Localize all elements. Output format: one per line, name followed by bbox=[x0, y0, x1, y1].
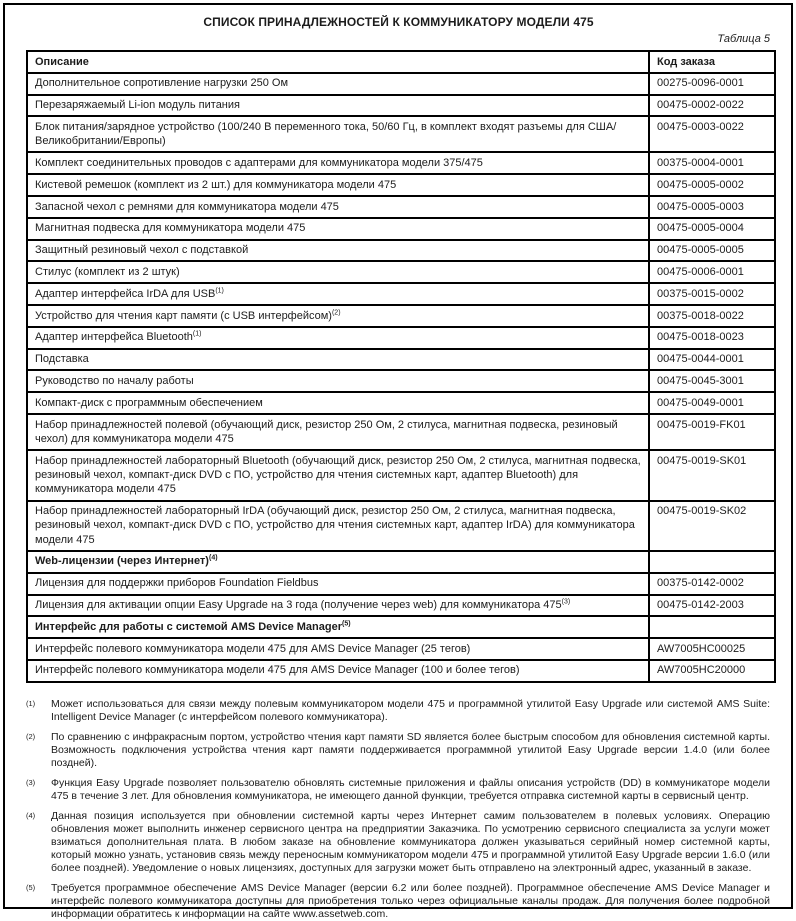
order-code-cell: 00475-0018-0023 bbox=[649, 327, 775, 349]
table-row bbox=[27, 196, 775, 218]
order-code-cell: 00375-0015-0002 bbox=[649, 283, 775, 305]
footnotes bbox=[26, 698, 770, 921]
description-cell: Адаптер интерфейса IrDA для USB$^{(1)}$ bbox=[27, 283, 649, 305]
order-code-cell: 00375-0004-0001 bbox=[649, 152, 775, 174]
table-row bbox=[27, 152, 775, 174]
order-code-cell: 00475-0005-0005 bbox=[649, 240, 775, 262]
order-code-cell: 00475-0044-0001 bbox=[649, 349, 775, 371]
description-cell: Запасной чехол с ремнями для коммуникатора модели 475 bbox=[27, 196, 649, 218]
description-cell: Защитный резиновый чехол с подставкой bbox=[27, 240, 649, 262]
order-code-cell: 00475-0005-0004 bbox=[649, 218, 775, 240]
section-header-row bbox=[27, 551, 775, 573]
order-code-cell bbox=[649, 551, 775, 573]
description-cell: Блок питания/зарядное устройство (100/240 В переменного тока, 50/60 Гц, в комплект входят разъемы для США/Великобритании/Европы) bbox=[27, 116, 649, 152]
table-row bbox=[27, 595, 775, 617]
footnote-reference: (5) bbox=[342, 620, 351, 627]
table-row bbox=[27, 240, 775, 262]
description-cell: Адаптер интерфейса Bluetooth$^{(1)}$ bbox=[27, 327, 649, 349]
section-header-row bbox=[27, 616, 775, 638]
order-code-cell: 00475-0006-0001 bbox=[649, 261, 775, 283]
description-cell: Набор принадлежностей лабораторный IrDA (обучающий диск, резистор 250 Ом, 2 стилуса, магнитная подвеска, резиновый чехол, компакт-диск DVD с ПО, устройство для чтения системных карт, адаптер IrDA) для коммуникатора модели 475 bbox=[27, 501, 649, 551]
description-cell: Интерфейс полевого коммуникатора модели 475 для AMS Device Manager (100 и более тегов) bbox=[27, 660, 649, 682]
table-row bbox=[27, 218, 775, 240]
order-code-cell: 00475-0045-3001 bbox=[649, 370, 775, 392]
footnote-text: Функция Easy Upgrade позволяет пользователю обновлять системные приложения и файлы описания устройств (DD) в коммуникаторе модели 475 в течение 3 лет. Для обновления коммуникатора, не имеющего данной функции, требуется отправка системной карты в сервисный центр. bbox=[51, 777, 770, 803]
description-cell: Интерфейс полевого коммуникатора модели 475 для AMS Device Manager (25 тегов) bbox=[27, 638, 649, 660]
description-cell: Набор принадлежностей полевой (обучающий диск, резистор 250 Ом, 2 стилуса, магнитная подвеска, резиновый чехол) для коммуникатора модели 475 bbox=[27, 414, 649, 450]
table-row bbox=[27, 174, 775, 196]
table-body bbox=[27, 73, 775, 682]
footnote-marker: (5) bbox=[26, 882, 51, 921]
footnote-marker: (3) bbox=[26, 777, 51, 803]
table-label: Таблица 5 bbox=[26, 33, 770, 45]
footnote-marker: (4) bbox=[26, 810, 51, 875]
table-row bbox=[27, 116, 775, 152]
description-cell: Лицензия для поддержки приборов Foundation Fieldbus bbox=[27, 573, 649, 595]
table-row bbox=[27, 450, 775, 500]
footnote bbox=[26, 731, 770, 770]
description-cell: Стилус (комплект из 2 штук) bbox=[27, 261, 649, 283]
description-cell: Руководство по началу работы bbox=[27, 370, 649, 392]
footnote bbox=[26, 698, 770, 724]
description-cell: Лицензия для активации опции Easy Upgrade на 3 года (получение через web) для коммуникатора 475$^{(3)}$ bbox=[27, 595, 649, 617]
order-code-cell: AW7005HC00025 bbox=[649, 638, 775, 660]
order-code-cell bbox=[649, 616, 775, 638]
footnote bbox=[26, 882, 770, 921]
order-code-cell: 00375-0018-0022 bbox=[649, 305, 775, 327]
table-row bbox=[27, 283, 775, 305]
table-row bbox=[27, 305, 775, 327]
description-cell: Комплект соединительных проводов с адаптерами для коммуникатора модели 375/475 bbox=[27, 152, 649, 174]
footnote-reference: (1) bbox=[215, 287, 224, 294]
table-row bbox=[27, 95, 775, 117]
order-code-cell: 00475-0003-0022 bbox=[649, 116, 775, 152]
description-cell: Кистевой ремешок (комплект из 2 шт.) для коммуникатора модели 475 bbox=[27, 174, 649, 196]
page-title: СПИСОК ПРИНАДЛЕЖНОСТЕЙ К КОММУНИКАТОРУ МОДЕЛИ 475 bbox=[26, 15, 771, 29]
footnote-text: Данная позиция используется при обновлении системной карты через Интернет самим пользователем в полевых условиях. Операцию обновления может выполнить инженер сервисного центра на предприятии Заказчика. По усмотрению сервисного специалиста за услуги может взиматься дополнительная плата. В любом заказе на обновление коммуникатора должен указываться серийный номер системной карты, который можно узнать, установив связь между переносным коммуникатором модели 475 и программной утилитой Easy Upgrade версии 1.6.0 (или более поздней). Уведомление о новых лицензиях, доступных для загрузки может быть отправлено на электронный адрес, указанный в заказе. bbox=[51, 810, 770, 875]
footnote-reference: (3) bbox=[562, 598, 571, 605]
footnote-reference: (4) bbox=[209, 555, 218, 562]
order-code-cell: 00475-0005-0003 bbox=[649, 196, 775, 218]
footnote-text: По сравнению с инфракрасным портом, устройство чтения карт памяти SD является более быстрым способом для обновления системной карты. Возможность подключения устройства чтения карт памяти поддерживается программной утилитой Easy Upgrade версии 1.4.0 (или более поздней). bbox=[51, 731, 770, 770]
order-code-cell: 00375-0142-0002 bbox=[649, 573, 775, 595]
footnote-marker: (2) bbox=[26, 731, 51, 770]
description-cell: Устройство для чтения карт памяти (с USB интерфейсом)$^{(2)}$ bbox=[27, 305, 649, 327]
table-row bbox=[27, 638, 775, 660]
table-header-row bbox=[27, 51, 775, 73]
footnote-reference: (1) bbox=[193, 331, 202, 338]
description-cell: Подставка bbox=[27, 349, 649, 371]
description-cell: Дополнительное сопротивление нагрузки 250 Ом bbox=[27, 73, 649, 95]
document-page bbox=[3, 3, 793, 909]
description-cell: Перезаряжаемый Li-ion модуль питания bbox=[27, 95, 649, 117]
description-cell: Набор принадлежностей лабораторный Bluetooth (обучающий диск, резистор 250 Ом, 2 стилуса, магнитная подвеска, резиновый чехол, компакт-диск DVD с ПО, устройство для чтения системных карт, адаптер Bluetooth) для коммуникатора модели 475 bbox=[27, 450, 649, 500]
table-row bbox=[27, 261, 775, 283]
footnote bbox=[26, 777, 770, 803]
description-cell: Компакт-диск с программным обеспечением bbox=[27, 392, 649, 414]
table-row bbox=[27, 327, 775, 349]
description-cell: Интерфейс для работы с системой AMS Device Manager$^{(5)}$ bbox=[27, 616, 649, 638]
order-code-cell: 00275-0096-0001 bbox=[649, 73, 775, 95]
description-cell: Магнитная подвеска для коммуникатора модели 475 bbox=[27, 218, 649, 240]
order-code-cell: 00475-0019-SK02 bbox=[649, 501, 775, 551]
accessories-table bbox=[26, 50, 776, 683]
footnote-reference: (2) bbox=[332, 309, 341, 316]
table-row bbox=[27, 501, 775, 551]
col-header-order-code: Код заказа bbox=[649, 51, 775, 73]
table-row bbox=[27, 370, 775, 392]
table-row bbox=[27, 573, 775, 595]
footnote-text: Может использоваться для связи между полевым коммуникатором модели 475 и программной утилитой Easy Upgrade или системой AMS Suite: Intelligent Device Manager (с интерфейсом полевого коммуникатора). bbox=[51, 698, 770, 724]
col-header-description: Описание bbox=[27, 51, 649, 73]
description-cell: Web-лицензии (через Интернет)$^{(4)}$ bbox=[27, 551, 649, 573]
order-code-cell: 00475-0019-FK01 bbox=[649, 414, 775, 450]
order-code-cell: 00475-0049-0001 bbox=[649, 392, 775, 414]
order-code-cell: 00475-0005-0002 bbox=[649, 174, 775, 196]
order-code-cell: AW7005HC20000 bbox=[649, 660, 775, 682]
table-row bbox=[27, 73, 775, 95]
table-row bbox=[27, 414, 775, 450]
table-row bbox=[27, 660, 775, 682]
order-code-cell: 00475-0002-0022 bbox=[649, 95, 775, 117]
footnote-marker: (1) bbox=[26, 698, 51, 724]
order-code-cell: 00475-0142-2003 bbox=[649, 595, 775, 617]
order-code-cell: 00475-0019-SK01 bbox=[649, 450, 775, 500]
table-row bbox=[27, 349, 775, 371]
table-row bbox=[27, 392, 775, 414]
footnote bbox=[26, 810, 770, 875]
footnote-text: Требуется программное обеспечение AMS Device Manager (версии 6.2 или более поздней). Программное обеспечение AMS Device Manager и интерфейс полевого коммуникатора доступны для приобретения только через официальные каналы продаж. Для получения более подробной информации обратитесь к информации на сайте www.assetweb.com. bbox=[51, 882, 770, 921]
